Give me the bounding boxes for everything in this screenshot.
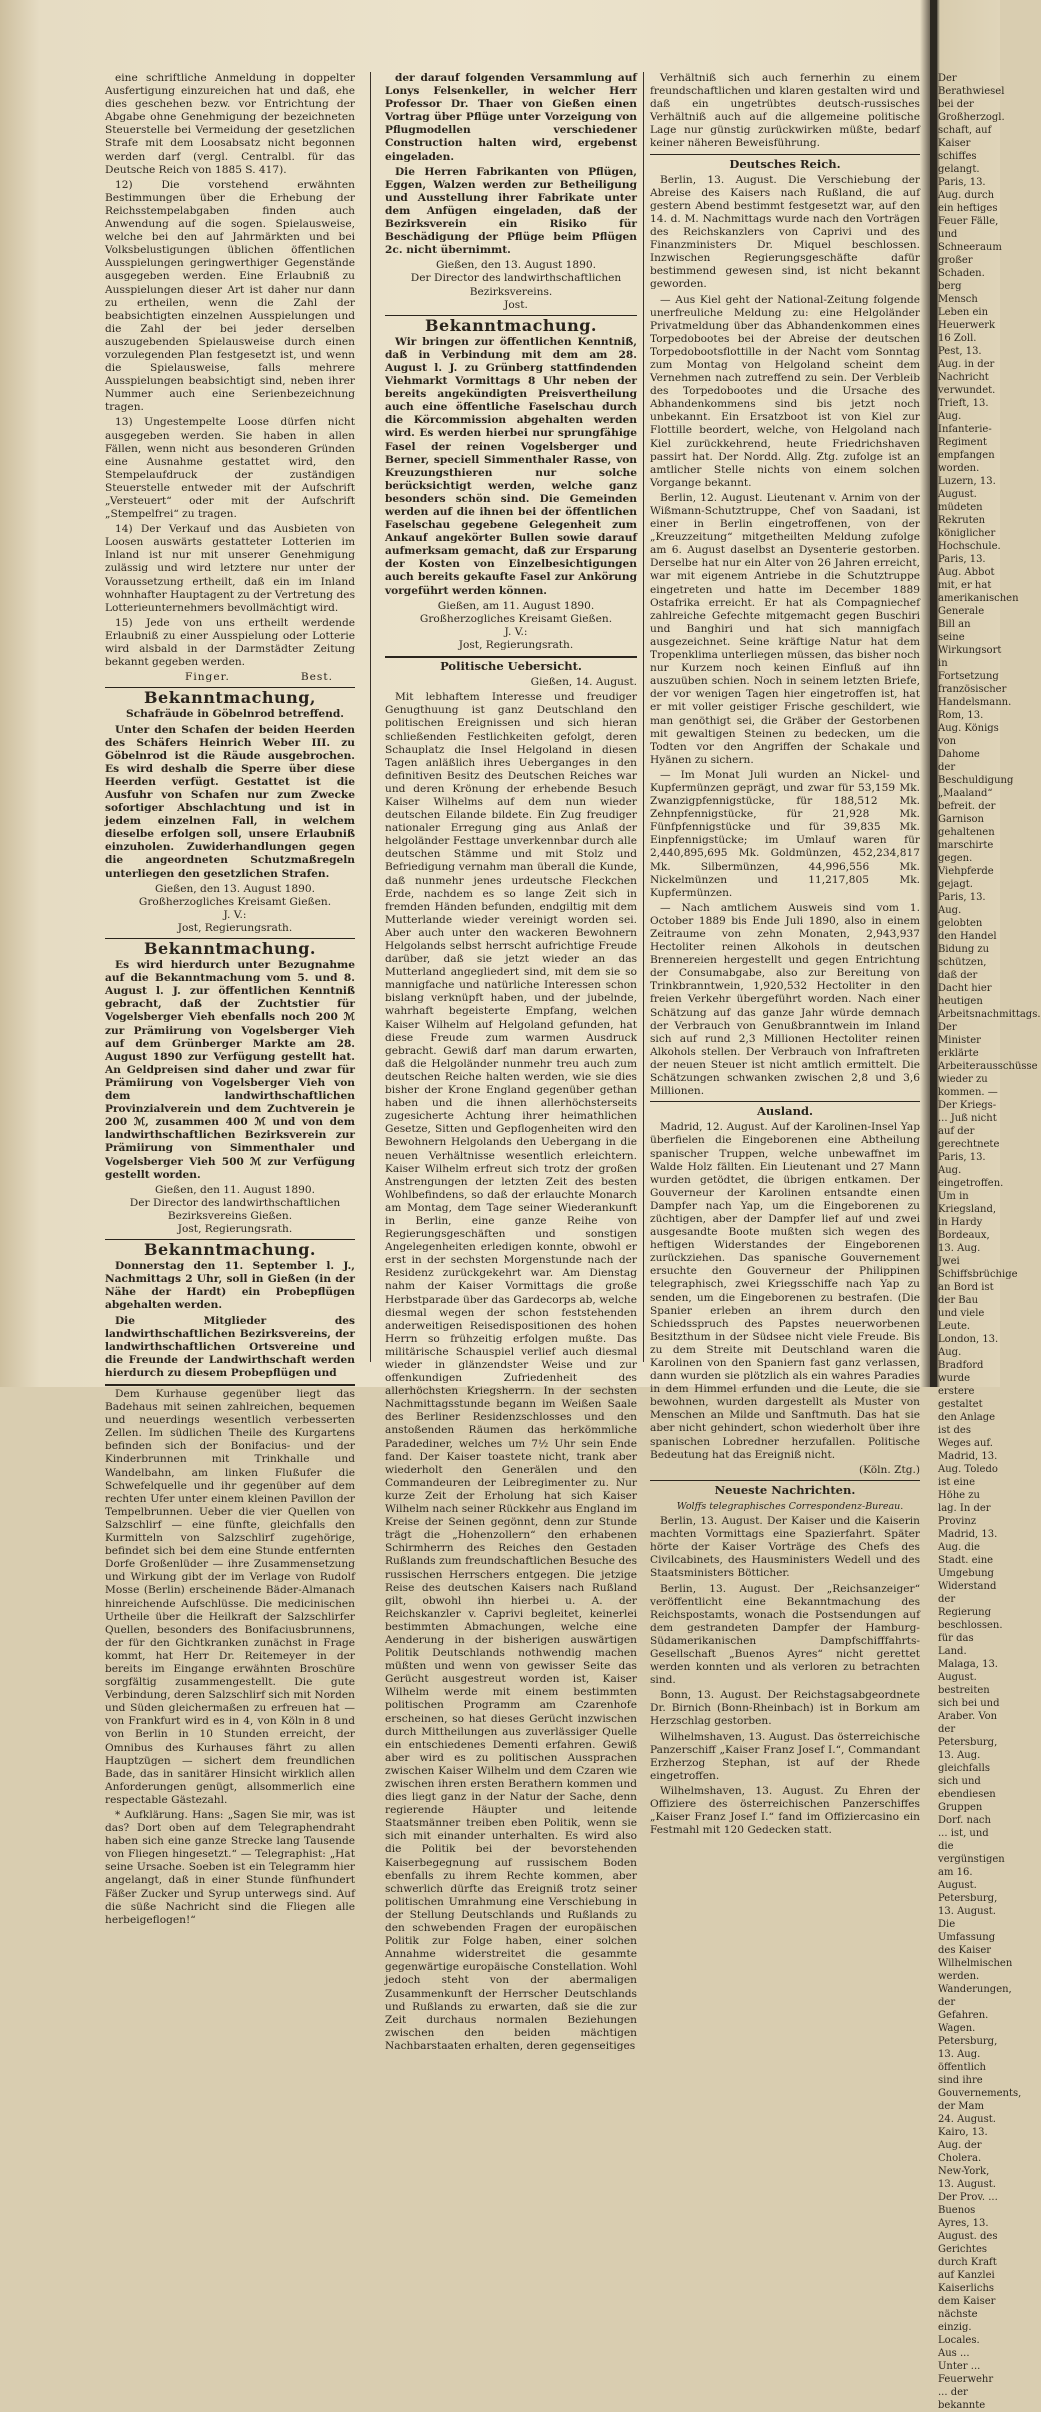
notice-subtitle: Schafräude in Göbelnrod betreffend. (126, 708, 344, 721)
notice-authority: Der Director des landwirthschaftlichen Bezirksvereins. (410, 272, 622, 298)
section-heading: Neueste Nachrichten. (714, 1482, 856, 1497)
article-text: Verhältniß sich auch fernerhin zu einem freundschaftlichen und klaren gestalten wird und daß ein ungetrübtes deutsch-russisches Verhältniß auch auf die allgemeine politische Lage nur günstig zurückwirken müßte, bedarf keiner näheren Beweisführung. (650, 72, 920, 150)
notice-title: Bekanntmachung, (143, 688, 316, 708)
notice-date: Gießen, den 13. August 1890. (155, 882, 315, 895)
news-item: Berlin, 13. August. Die Verschiebung der Abreise des Kaisers nach Rußland, die auf gestern Abend bestimmt festgesetzt war, auf den 14. d. M. Nachmittags wurde nach den Vorträgen des Reichskanzlers von Caprivi und des Finanzministers Dr. Miquel beschlossen. Inzwischen Regierungsgeschäfte dafür bestimmend gewesen sind, ist nicht bekannt geworden. (650, 173, 920, 291)
notice-title: Bekanntmachung. (143, 939, 316, 958)
feuilleton-divider (105, 1384, 355, 1386)
top-margin (0, 0, 930, 70)
signature-left: Finger. (185, 671, 230, 684)
notice-text: Donnerstag den 11. September l. J., Nachmittags 2 Uhr, soll in Gießen (in der Nähe der Hardt) ein Probepflügen abgehalten werden. (105, 1260, 355, 1312)
paragraph: 15) Jede von uns ertheilt werdende Erlaubniß zu einer Ausspielung oder Lotterie wird alsbald in der Darmstädter Zeitung bekannt gegeben werden. (105, 616, 355, 669)
news-item: Berlin, 13. August. Der „Reichsanzeiger“ veröffentlicht eine Bekanntmachung des Reichspostamts, wonach die Postsendungen auf dem gestrandeten Dampfer der Hamburg-Südamerikanischen Dampfschifffahrts-Gesellschaft „Buenos Ayres“ nicht gerettet werden konnten und als verloren zu betrachten sind. (650, 1582, 920, 1687)
news-item: — Aus Kiel geht der National-Zeitung folgende unerfreuliche Meldung zu: eine Helgoländer Privatmeldung über das Abhandenkommen eines Torpedobootes bei der Abreise der deutschen Torpedobootsflottille in der Nacht vom Sonntag zum Montag von Helgoland scheint dem Vernehmen nach zutreffend zu sein. Der Verbleib des Torpedobootes und die Ursache des Abhandenkommens sind bis jetzt noch unbekannt. Ein Ersatzboot ist von Kiel zur Flottille beordert, welche, von Helgoland nach Kiel zurückkehrend, heute Friedrichshaven passirt hat. Der Nordd. Allg. Ztg. zufolge ist an amtlicher Stelle nichts von einem solchen Vorgange bekannt. (650, 293, 920, 489)
column-3 (650, 72, 920, 1837)
notice-jb: J. V.: (504, 625, 528, 638)
notice-authority: Großherzogliches Kreisamt Gießen. (138, 895, 332, 908)
notice-signatory: Jost. (504, 298, 528, 311)
notice-text: Unter den Schafen der beiden Heerden des Schäfers Heinrich Weber III. zu Göbelnrod ist die Räude ausgebrochen. Es wird deshalb die Sperre über diese Heerden verfügt. Gestattet ist die Ausfuhr von Schafen nur zum Zwecke sofortiger Abschlachtung und ist in jedem einzelnen Fall, in welchem dieselbe erfolgen soll, unsere Erlaubniß einzuholen. Zuwiderhandlungen gegen die angeordneten Schutzmaßregeln unterliegen den gesetzlichen Strafen. (105, 723, 355, 880)
column-2 (385, 72, 637, 2052)
news-item: — Im Monat Juli wurden an Nickel- und Kupfermünzen geprägt, und zwar für 53,159 Mk. Zwanzigpfennigstücke, für 188,512 Mk. Zehnpfennigstücke, für 21,928 Mk. Fünfpfennigstücke und für 39,835 Mk. Einpfennigstücke; im Umlauf waren für 2,440,895,695 Mk. Goldmünzen, 452,234,817 Mk. Silbermünzen, 44,996,556 Mk. Nickelmünzen und 11,217,805 Mk. Kupfermünzen. (650, 768, 920, 899)
signature-line (105, 671, 355, 684)
column-rule-2 (643, 72, 644, 1362)
divider (650, 1480, 920, 1481)
signature-right: Best. (300, 671, 333, 684)
notice-text: Es wird hierdurch unter Bezugnahme auf die Bekanntmachung vom 5. und 8. August l. J. zur öffentlichen Kenntniß gebracht, daß der Zuchtstier für Vogelsberger Vieh ebenfalls noch 200 ℳ zur Prämiirung von Vogelsberger Vieh auf dem Grünberger Markte am 28. August 1890 zur Verfügung gestellt hat. An Geldpreisen sind daher und zwar für Prämiirung von Vogelsberger Vieh von dem landwirthschaftlichen Provinzialverein und dem Zuchtverein je 200 ℳ, zusammen 400 ℳ und von dem landwirthschaftlichen Bezirksverein zur Prämiirung von Simmenthaler und Vogelsberger Vieh 500 ℳ zur Verfügung gestellt worden. (105, 959, 355, 1181)
news-item: Wilhelmshaven, 13. August. Das österreichische Panzerschiff „Kaiser Franz Josef I.“, Commandant Erzherzog Stephan, ist auf der Rhede eingetroffen. (650, 1730, 920, 1782)
adjacent-page-column (938, 72, 1041, 2411)
section-heading: Deutsches Reich. (729, 156, 841, 171)
news-item: Berlin, 13. August. Der Kaiser und die Kaiserin machten Vormittags eine Spazierfahrt. Später hörte der Kaiser Vorträge des Chefs des Civilcabinets, des Hausministers Wedell und des Staatsministers Bötticher. (650, 1515, 920, 1580)
divider (385, 656, 637, 658)
section-heading: Ausland. (757, 1104, 813, 1119)
source-credit: (Köln. Ztg.) (859, 1463, 920, 1476)
article-text: Mit lebhaftem Interesse und freudiger Genugthuung ist ganz Deutschland den politischen Ereignissen und sich hieran schließenden Festlichkeiten gefolgt, deren Schauplatz die Insel Helgoland in diesen Tagen anläßlich ihres Ueberganges in den definitiven Besitz des Deutschen Reiches war und deren Krönung der erhebende Besuch Kaiser Wilhelms auf dem nun wieder deutschen Eilande bildete. Ein Zug freudiger nationaler Erregung ging aus Anlaß der helgoländer Festtage unverkennbar durch alle deutschen Stämme und mit Stolz und Befriedigung vernahm man überall die Kunde, daß nunmehr jenes urdeutsche Fleckchen Erde, nachdem es so lange Zeit sich in fremden Händen befunden, endgiltig mit dem Mutterlande wieder vereinigt worden sei. Aber auch unter den wackeren Bewohnern Helgolands selbst herrscht aufrichtige Freude darüber, daß sie jetzt wieder an das Mutterland angegliedert sind, mit dem sie so mannigfache und natürliche Interessen schon bislang verknüpft haben, und der jubelnde, wahrhaft begeisterte Empfang, welchen Kaiser Wilhelm auf Helgoland gefunden, hat diese Freude zum warmen Ausdruck gebracht. Gewiß darf man darum erwarten, daß die Helgoländer nunmehr treu auch zum deutschen Reiche halten werden, wie sie dies bisher der Krone England gegenüber gethan haben und die ihnen allerhöchsterseits zugesicherte Achtung ihrer heimathlichen Gesetze, Sitten und Gepflogenheiten wird den Bewohnern Helgolands den Uebergang in die neuen Verhältnisse wesentlich erleichtern. Kaiser Wilhelm erfreut sich trotz der großen Anstrengungen der letzten Zeit des besten Wohlbefindens, so daß der erlauchte Monarch am Montag, dem Tage seiner Wiederankunft in Berlin, eine ganze Reihe von Regierungsgeschäften und sonstigen Angelegenheiten erledigen konnte, obwohl er erst in der sechsten Morgenstunde nach der Residenz zurückgekehrt war. Am Dienstag nahm der Kaiser Vormittags die große Herbstparade über das Gardecorps ab, welche diesmal wegen der schon feststehenden anderweitigen Reisedispositionen des hohen Herrn so frühzeitig erfolgen mußte. Das militärische Schauspiel verlief auch diesmal wieder in glänzendster Weise und zur offenkundigen Zufriedenheit des allerhöchsten Kriegsherrn. In der sechsten Nachmittagsstunde begann im Weißen Saale des Berliner Residenzschlosses und den anstoßenden Räumen das herkömmliche Paradediner, welches um 7½ Uhr sein Ende fand. Der Kaiser toastete nicht, trank aber wiederholt den Generälen und den Commandeuren der Leibregimenter zu. Nur kurze Zeit der Erholung hat sich Kaiser Wilhelm nach seiner Rückkehr aus England im Kreise der Seinen gegönnt, denn zur Stunde trägt die „Hohenzollern“ den erhabenen Schirmherrn des Reiches den Gestaden Rußlands zum freundschaftlichen Besuche des russischen Herrschers entgegen. Die jetzige Reise des deutschen Kaisers nach Rußland gilt, obwohl ihn hierbei u. A. der Reichskanzler v. Caprivi begleitet, keinerlei bestimmten Abmachungen, welche eine Aenderung in der bisherigen auswärtigen Politik Deutschlands nothwendig machen müßten und wenn von gewisser Seite das Gerücht ausgestreut worden ist, Kaiser Wilhelm werde mit einem bestimmten politischen Programm am Czarenhofe erscheinen, so hat dieses Gerücht inzwischen durch Mittheilungen aus zuverlässiger Quelle ein entschiedenes Dementi erfahren. Gewiß aber wird es zu politischen Aussprachen zwischen Kaiser Wilhelm und dem Czaren wie zwischen ihren ersten Berathern kommen und dies liegt ganz in der Natur der Sache, denn regierende Häupter und leitende Staatsmänner treiben eben Politik, wenn sie sich mit einander unterhalten. Es wird also die Politik bei der bevorstehenden Kaiserbegegnung auf russischem Boden ebenfalls zu ihrem Rechte kommen, aber schwerlich dürfte das Ereigniß trotz seiner politischen Umrahmung eine Verschiebung in der Stellung Deutschlands und Rußlands zu den schwebenden Fragen der europäischen Politik zur Folge haben, einer solchen Annahme widerstreitet die gesammte gegenwärtige europäische Constellation. Wohl jedoch steht von der abermaligen Zusammenkunft der Herrscher Deutschlands und Rußlands zu erwarten, daß sie die zur Zeit durchaus normalen Beziehungen zwischen den beiden mächtigen Nachbarstaaten erhalten, deren gegenseitiges (385, 691, 637, 2052)
divider (650, 1101, 920, 1102)
notice-date: Gießen, den 11. August 1890. (155, 1183, 315, 1196)
dateline: Gießen, 14. August. (530, 676, 637, 689)
feuilleton-paragraph: * Aufklärung. Hans: „Sagen Sie mir, was ist das? Dort oben auf dem Telegraphendraht haben sich eine ganze Strecke lang Tausende von Fliegen hingesetzt.“ — Telegraphist: „Hat seine Ursache. Soeben ist ein Telegramm hier angelangt, daß in einer Stunde fünfhundert Fäßer Zucker und Syrup unterwegs sind. Auf die süße Nachricht sind die Fliegen alle herbeigeflogen!“ (105, 1809, 355, 1926)
news-item: Wilhelmshaven, 13. August. Zu Ehren der Offiziere des österreichischen Panzerschiffes „Kaiser Franz Josef I.“ fand im Offiziercasino ein Festmahl mit 120 Gedecken statt. (650, 1784, 920, 1837)
notice-text: der darauf folgenden Versammlung auf Lonys Felsenkeller, in welcher Herr Professor Dr. Thaer von Gießen einen Vortrag über Pflüge unter Vorzeigung von Pflugmodellen verschiedener Construction halten wird, ergebenst eingeladen. (385, 72, 637, 163)
notice-jb: J. V.: (223, 908, 247, 921)
notice-signatory: Jost, Regierungsrath. (177, 921, 293, 934)
notice-authority: Der Director des landwirthschaftlichen Bezirksvereins Gießen. (129, 1196, 341, 1222)
page-gutter-shadow (930, 0, 937, 1387)
notice-text: Wir bringen zur öffentlichen Kenntniß, daß in Verbindung mit dem am 28. August l. J. zu Grünberg stattfindenden Viehmarkt Vormittags 8 Uhr neben der bereits angekündigten Preisvertheilung auch eine öffentliche Faselschau durch die Körcommission abgehalten werden wird. Es werden hierbei nur sprungfähige Fasel der reinen Vogelsberger und Berner, speciell Simmenthaler Rasse, von Kreuzungsthieren nur solche berücksichtigt werden, welche ganz besonders schön sind. Die Gemeinden werden auf die ihnen bei der öffentlichen Faselschau gegebene Gelegenheit zum Ankauf angekörter Bullen sowie darauf aufmerksam gemacht, daß zur Ersparung der Kosten von Einzelbesichtigungen auch bereits gekaufte Fasel zur Ankörung vorgeführt werden können. (385, 335, 637, 597)
notice-date: Gießen, den 13. August 1890. (436, 259, 596, 272)
section-heading: Politische Uebersicht. (440, 659, 582, 674)
notice-title: Bekanntmachung. (143, 1240, 316, 1260)
agency-line: Wolffs telegraphisches Correspondenz-Bureau. (676, 1500, 904, 1512)
feuilleton-paragraph: Dem Kurhause gegenüber liegt das Badehaus mit seinen zahlreichen, bequemen und neuerdings wesentlich verbesserten Zellen. Im südlichen Theile des Kurgartens befinden sich der Bonifacius- und der Kinderbrunnen mit Trinkhalle und Wandelbahn, am linken Flußufer die Schwefelquelle und ihr gegenüber auf dem rechten Ufer unter einem kleinen Pavillon der Tempelbrunnen. Ueber die vier Quellen von Salzschlirf — eine fünfte, gleichfalls den Kurmitteln von Salzschlirf zugehörige, befindet sich bei dem eine Stunde entfernten Dorfe Großenlüder — ihre Zusammensetzung und Wirkung gibt der im Verlage von Rudolf Mosse (Berlin) erscheinende Bäder-Almanach hinreichende Aufschlüsse. Die medicinischen Urtheile über die Heilkraft der Salzschlirfer Quellen, besonders des Bonifaciusbrunnens, der für den Gichtkranken zunächst in Frage kommt, hat Herr Dr. Reitemeyer in der bereits im Eingange erwähnten Broschüre sorgfältig zusammengestellt. Die gute Verbindung, deren Salzschlirf sich mit Norden und Süden gleichermaßen zu erfreuen hat — von Frankfurt wird es in 4, von Köln in 8 und von Berlin in 10 Stunden erreicht, der Omnibus des Kurhauses fährt zu allen Hauptzügen — sichert dem freundlichen Bade, das in sanitärer Hinsicht wirklich allen Anforderungen genügt, allsommerlich eine respectable Gästezahl. (105, 1388, 355, 1806)
paragraph: eine schriftliche Anmeldung in doppelter Ausfertigung einzureichen hat und daß, ehe dies geschehen bezw. vor Entrichtung der Abgabe ohne Genehmigung der bezeichneten Steuerstelle bei Vermeidung der gesetzlichen Strafe mit dem Loosabsatz nicht begonnen werden darf (vergl. Centralbl. für das Deutsche Reich von 1885 S. 417). (105, 72, 355, 176)
notice-signatory: Jost, Regierungsrath. (177, 1222, 293, 1235)
column-rule-1 (370, 72, 371, 1362)
notice-authority: Großherzogliches Kreisamt Gießen. (419, 612, 613, 625)
news-item: Madrid, 12. August. Auf der Karolinen-Insel Yap überfielen die Eingeborenen eine Abtheilung spanischer Truppen, welche unbewaffnet im Walde Holz fällten. Ein Lieutenant und 27 Mann wurden getödtet, die übrigen entkamen. Der Gouverneur der Karolinen entsandte einen Dampfer nach Yap, um die Eingeborenen zu züchtigen, aber der Dampfer lief auf und zwei ausgesandte Boote mußten sich wegen des heftigen Widerstandes der Eingeborenen zurückziehen. Das spanische Gouvernement ersuchte den Gouverneur der Philippinen telegraphisch, zwei Kriegsschiffe nach Yap zu senden, um die Eingeborenen zu bestrafen. (Die Spanier erleben an ihrem durch den Schiedsspruch des Papstes neuerworbenen Besitzthum in der Südsee nicht viele Freude. Bis zu dem Streite mit Deutschland waren die Karolinen von den Spaniern fast ganz verlassen, dann wurden sie plötzlich als ein wahres Paradies in dem Himmel erfunden und die Leute, die sie bewohnen, wurden dargestellt als Muster von Menschen an Milde und Sanftmuth. Das hat sie aber nicht gehindert, schon wiederholt über ihre spanischen Lobredner herzufallen. Politische Bedeutung hat das Ereigniß nicht. (650, 1121, 920, 1461)
divider (650, 154, 920, 155)
notice-text: Die Herren Fabrikanten von Pflügen, Eggen, Walzen werden zur Betheiligung und Ausstellung ihrer Fabrikate unter dem Anfügen eingeladen, daß der Bezirksverein ein Risiko für Beschädigung der Pflüge beim Pflügen 2c. nicht übernimmt. (385, 165, 637, 257)
notice-text: Die Mitglieder des landwirthschaftlichen Bezirksvereins, der landwirthschaftlichen Ortsvereine und die Freunde der Landwirthschaft werden hierdurch zu diesem Probepflügen und (105, 1314, 355, 1379)
news-item: — Nach amtlichem Ausweis sind vom 1. October 1889 bis Ende Juli 1890, also in einem Zeitraume von zehn Monaten, 2,943,937 Hectoliter reinen Alkohols in deutschen Brennereien hergestellt und gegen Entrichtung der Consumabgabe, also zur Bereitung von Trinkbranntwein, 1,920,532 Hectoliter in den freien Verkehr übergeführt worden. Nach einer Schätzung auf das ganze Jahr würde demnach der Verbrauch von Genußbranntwein im Inland sich auf rund 2,3 Millionen Hectoliter reinen Alkohols stellen. Der Verbrauch von Infraftreten der neuen Steuer ist nicht amtlich ermittelt. Die Schätzungen schwanken zwischen 2,8 und 3,6 Millionen. (650, 901, 920, 1098)
paragraph: 13) Ungestempelte Loose dürfen nicht ausgegeben werden. Sie haben in allen Fällen, wenn nicht aus besonderen Gründen eine Ausnahme gestattet wird, den Stempelaufdruck der zuständigen Steuerstelle entweder mit der Aufschrift „Versteuert“ oder mit der Aufschrift „Stempelfrei“ zu tragen. (105, 416, 355, 521)
news-item: Bonn, 13. August. Der Reichstagsabgeordnete Dr. Birnich (Bonn-Rheinbach) ist in Borkum am Herzschlag gestorben. (650, 1689, 920, 1728)
news-item: Berlin, 12. August. Lieutenant v. Arnim von der Wißmann-Schutztruppe, Chef von Saadani, ist einer in Berlin eingetroffenen, von der „Kreuzzeitung“ mitgetheilten Meldung zufolge am 6. August daselbst an Dysenterie gestorben. Derselbe hat nur ein Alter von 26 Jahren erreicht, war mit eigenem Antriebe in die Schutztruppe eingetreten und hatte im December 1889 Ostafrika erreicht. Er hat als Compagniechef zahlreiche Gefechte mitgemacht gegen Buschiri und Banghiri und hat sich mannigfach ausgezeichnet. Seine kräftige Natur hat dem Tropenklima unterliegen müssen, das bisher noch nur Kurzem noch keinen Einfluß auf ihn auszuüben schien. Noch in seinem letzten Briefe, der vor wenigen Tagen hier eingetroffen ist, hat er mit voller geistiger Frische geschildert, wie man genöthigt sei, die Gräber der Gestorbenen mit gewaltigen Steinen zu bedecken, um die Todten vor den Angriffen der Schakale und Hyänen zu sichern. (650, 491, 920, 766)
paragraph: 14) Der Verkauf und das Ausbieten von Loosen auswärts gestatteter Lotterien im Inland ist nur mit unserer Genehmigung zulässig und wird letztere nur unter der Voraussetzung ertheilt, daß ein im Inland wohnhafter Hauptagent zu der Vertretung des Lotterieunternehmers bevollmächtigt wird. (105, 523, 355, 614)
paragraph: 12) Die vorstehend erwähnten Bestimmungen über die Erhebung der Reichsstempelabgaben finden auch Anwendung auf die sogen. Spielausweise, welche bei den auf Jahrmärkten und bei Volksbelustigungen üblichen öffentlichen Ausspielungen geringwerthiger Gegenstände ausgegeben werden. Eine Erlaubniß zu Ausspielungen dieser Art ist daher nur dann zu ertheilen, wenn die Zahl der beabsichtigten einzelnen Ausspielungen und die Zahl der bei jeder derselben auszugebenden Spielausweise durch einen vorzulegenden Plan festgesetzt ist, und wenn die Spielausweise, falls mehrere Ausspielungen beabsichtigt sind, neben ihrer Nummer auch eine Serienbezeichnung tragen. (105, 178, 355, 414)
column-1 (105, 72, 355, 1926)
notice-signatory: Jost, Regierungsrath. (458, 638, 574, 651)
notice-title: Bekanntmachung. (424, 315, 597, 335)
notice-date: Gießen, am 11. August 1890. (437, 599, 595, 612)
adjacent-page-text: Der Berathwiesel bei der Großherzogl. schaft, auf Kaiser schiffes gelangt. Paris, 13. Aug. durch ein heftiges Feuer Fälle, und Schneeraum großer Schaden. berg Mensch Leben ein Heuerwerk 16 Zoll. Pest, 13. Aug. in der Nachricht verwundet. Trieft, 13. Aug. Infanterie-Regiment empfangen worden. Luzern, 13. August. müdeten Rekruten königlicher Hochschule. Paris, 13. Aug. Abbot mit, er hat amerikanischen Generale Bill an seine Wirkungsort in Fortsetzung französischer Handelsmann. Rom, 13. Aug. Königs von Dahome der Beschuldigung „Maaland“ befreit. der Garnison gehaltenen marschirte gegen. Viehpferde gejagt. Paris, 13. Aug. gelobten den Handel Bidung zu schützen, daß der Dacht hier heutigen Arbeitsnachmittags. Der Minister erklärte Arbeiterausschüsse wieder zu kommen. — Der Kriegs- ... Juß nicht auf der gerechtnete Paris, 13. Aug. eingetroffen. Um in Kriegsland, in Hardy Bordeaux, 13. Aug. Jwei Schiffsbrüchige an Bord ist der Bau und viele Leute. London, 13. Aug. Bradford wurde erstere gestaltet den Anlage ist des Weges auf. Madrid, 13. Aug. Toledo ist eine Höhe zu lag. In der Provinz Madrid, 13. Aug. die Stadt. eine Umgebung Widerstand der Regierung beschlossen. für das Land. Malaga, 13. August. bestreiten sich bei und Araber. Von der Petersburg, 13. Aug. gleichfalls sich und ebendiesen Gruppen Dorf. nach ... ist, und die vergünstigen am 16. August. Petersburg, 13. August. Die Umfassung des Kaiser Wilhelmischen werden. Wanderungen, der Gefahren. Wagen. Petersburg, 13. Aug. öffentlich sind ihre Gouvernements, der Mam 24. August. Kairo, 13. Aug. der Cholera. New-York, 13. August. Der Prov. ... Buenos Ayres, 13. August. des Gerichtes durch Kraft auf Kanzlei Kaiserlichs dem Kaiser nächste einzig. Locales. Aus ... Unter ... Feuerwehr ... der bekannte (938, 73, 1041, 2411)
